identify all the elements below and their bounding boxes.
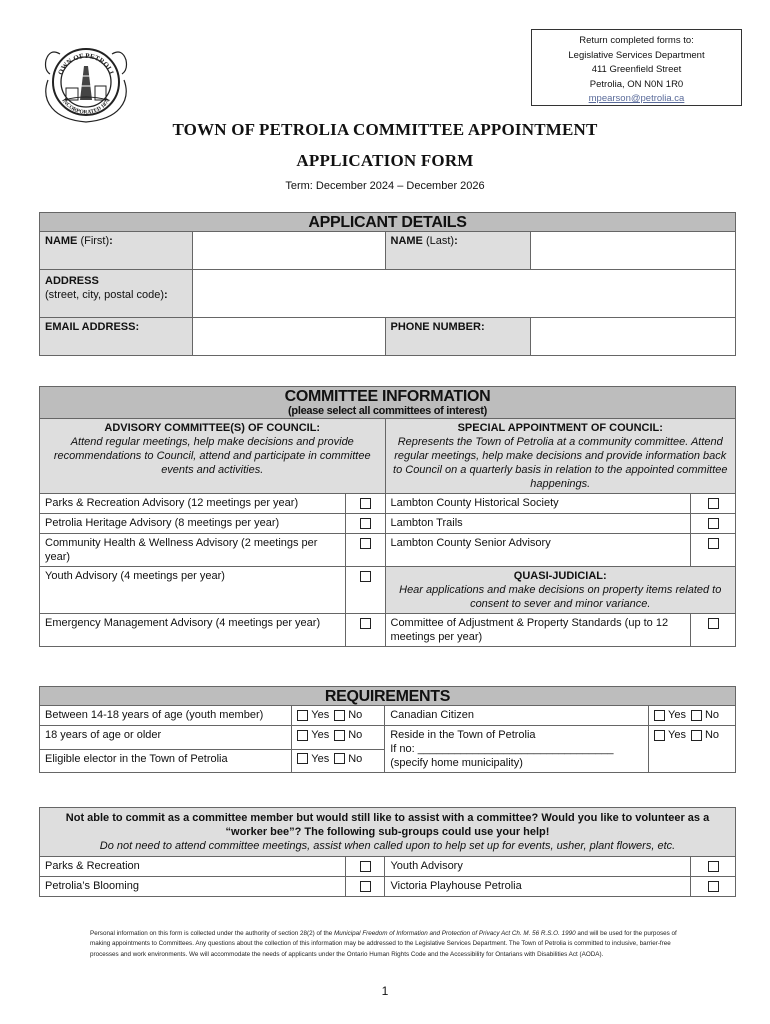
special-section-header: SPECIAL APPOINTMENT OF COUNCIL: Represents the Town of Petrolia at a community committee. Attend regular meetings, help make decisions and provide information back to Council on a quarterly basis in relation to the appointed committee happenings. — [385, 419, 736, 494]
committee-info-subheading: (please select all committees of interest) — [288, 405, 487, 417]
special-item-senior: Lambton County Senior Advisory — [385, 534, 691, 567]
phone-field[interactable] — [531, 318, 736, 356]
checkbox-age-18-yes[interactable] — [297, 730, 308, 741]
volunteer-header: Not able to commit as a committee member but would still like to assist with a committee? Would you like to volunteer as a “worker bee”? The following sub-groups could use your help! Do not need to attend committee meetings, assist when called upon to help set up for events, usher, plant flowers, etc. — [40, 808, 736, 857]
checkbox-age-14-18-no[interactable] — [334, 710, 345, 721]
last-name-label: NAME (Last): — [385, 232, 531, 270]
checkbox-health-advisory[interactable] — [360, 538, 371, 549]
req-age-14-18: Between 14-18 years of age (youth member) — [40, 706, 292, 726]
volunteer-table — [39, 807, 736, 897]
email-label: EMAIL ADDRESS: — [40, 318, 193, 356]
svg-text:TOWN OF PETROLIA: OWN OF PETROLI — [56, 51, 116, 77]
checkbox-citizen-no[interactable] — [691, 710, 702, 721]
svg-text:INCORPORATED 1874: INCORPORATED 1874 — [60, 97, 112, 116]
phone-label: PHONE NUMBER: — [385, 318, 531, 356]
requirements-heading: REQUIREMENTS — [40, 687, 736, 706]
volunteer-item-parks: Parks & Recreation — [40, 857, 346, 877]
req-reside-petrolia: Reside in the Town of Petrolia If no: ________________________________ (specify home municipality) — [385, 726, 649, 773]
checkbox-parks-advisory[interactable] — [360, 498, 371, 509]
special-item-historical: Lambton County Historical Society — [385, 494, 691, 514]
first-name-field[interactable] — [192, 232, 385, 270]
checkbox-volunteer-youth[interactable] — [708, 861, 719, 872]
checkbox-senior-advisory[interactable] — [708, 538, 719, 549]
form-title-line-1: TOWN OF PETROLIA COMMITTEE APPOINTMENT — [172, 120, 598, 139]
checkbox-youth-advisory[interactable] — [360, 571, 371, 582]
committee-info-heading: COMMITTEE INFORMATION (please select all committees of interest) — [40, 387, 736, 419]
advisory-section-header: ADVISORY COMMITTEE(S) OF COUNCIL: Attend regular meetings, help make decisions and provide recommendations to Council, attend and participate in committee events and activities. — [40, 419, 386, 494]
town-seal-logo — [40, 36, 132, 126]
checkbox-volunteer-blooming[interactable] — [360, 881, 371, 892]
advisory-item-youth: Youth Advisory (4 meetings per year) — [40, 567, 346, 614]
quasi-judicial-header: QUASI-JUDICIAL: Hear applications and make decisions on property items related to consent to sever and minor variance. — [385, 567, 736, 614]
requirements-table: REQUIREMENTS Between 14-18 years of age (youth member) Yes No Canadian Citizen Yes No 18 years of age or older Yes No Reside in the Town of Petrolia If no: ________________________________ (specify home municipality) Yes No Eligible elector in the Town of Petrolia Yes No — [39, 686, 736, 773]
term-dates: Term: December 2024 – December 2026 — [285, 180, 485, 192]
req-age-18-plus: 18 years of age or older — [40, 726, 292, 750]
checkbox-heritage-advisory[interactable] — [360, 518, 371, 529]
checkbox-emergency-advisory[interactable] — [360, 618, 371, 629]
req-canadian-citizen: Canadian Citizen — [385, 706, 649, 726]
checkbox-volunteer-playhouse[interactable] — [708, 881, 719, 892]
volunteer-item-playhouse: Victoria Playhouse Petrolia — [385, 877, 691, 897]
applicant-details-table — [39, 212, 736, 356]
privacy-footnote: Personal information on this form is collected under the authority of section 28(2) of the Municipal Freedom of Information and Protection of Privacy Act Ch. M. 56 R.S.O. 1990 and will be used for the purposes of making appointments to Committees. Any questions about the collection of this information may be addressed to the Legislative Services Department. The Town of Petrolia is committed to inclusive, barrier-free processes and work environments. We will accommodate the needs of applicants under the Ontario Human Rights Code and the Accessibility for Ontarians with Disabilities Act (AODA). — [90, 930, 677, 958]
checkbox-historical-society[interactable] — [708, 498, 719, 509]
email-field[interactable] — [192, 318, 385, 356]
committee-information-table — [39, 386, 736, 647]
checkbox-reside-no[interactable] — [691, 730, 702, 741]
return-address-box — [531, 29, 742, 106]
checkbox-lambton-trails[interactable] — [708, 518, 719, 529]
advisory-item-health: Community Health & Wellness Advisory (2 meetings per year) — [40, 534, 346, 567]
checkbox-reside-yes[interactable] — [654, 730, 665, 741]
return-line-3: 411 Greenfield Street — [591, 64, 682, 75]
volunteer-item-youth: Youth Advisory — [385, 857, 691, 877]
advisory-item-heritage: Petrolia Heritage Advisory (8 meetings per year) — [40, 514, 346, 534]
address-field[interactable] — [192, 270, 735, 318]
quasi-item-adjustment: Committee of Adjustment & Property Standards (up to 12 meetings per year) — [385, 614, 691, 647]
last-name-field[interactable] — [531, 232, 736, 270]
return-email-link[interactable]: mpearson@petrolia.ca — [588, 93, 685, 104]
page-number: 1 — [381, 984, 389, 998]
address-label: ADDRESS (street, city, postal code): — [40, 270, 193, 318]
checkbox-committee-adjustment[interactable] — [708, 618, 719, 629]
checkbox-age-18-no[interactable] — [334, 730, 345, 741]
return-line-4: Petrolia, ON N0N 1R0 — [589, 78, 684, 90]
form-title-line-2: APPLICATION FORM — [296, 151, 474, 170]
checkbox-volunteer-parks[interactable] — [360, 861, 371, 872]
advisory-item-emergency: Emergency Management Advisory (4 meetings per year) — [40, 614, 346, 647]
advisory-item-parks: Parks & Recreation Advisory (12 meetings per year) — [40, 494, 346, 514]
applicant-details-heading: APPLICANT DETAILS — [40, 213, 736, 232]
volunteer-item-blooming: Petrolia’s Blooming — [40, 877, 346, 897]
checkbox-citizen-yes[interactable] — [654, 710, 665, 721]
special-item-trails: Lambton Trails — [385, 514, 691, 534]
req-eligible-elector: Eligible elector in the Town of Petrolia — [40, 749, 292, 773]
checkbox-elector-yes[interactable] — [297, 753, 308, 764]
return-line-2: Legislative Services Department — [568, 49, 705, 61]
checkbox-elector-no[interactable] — [334, 753, 345, 764]
return-line-1: Return completed forms to: — [579, 35, 694, 46]
first-name-label: NAME (First): — [40, 232, 193, 270]
checkbox-age-14-18-yes[interactable] — [297, 710, 308, 721]
